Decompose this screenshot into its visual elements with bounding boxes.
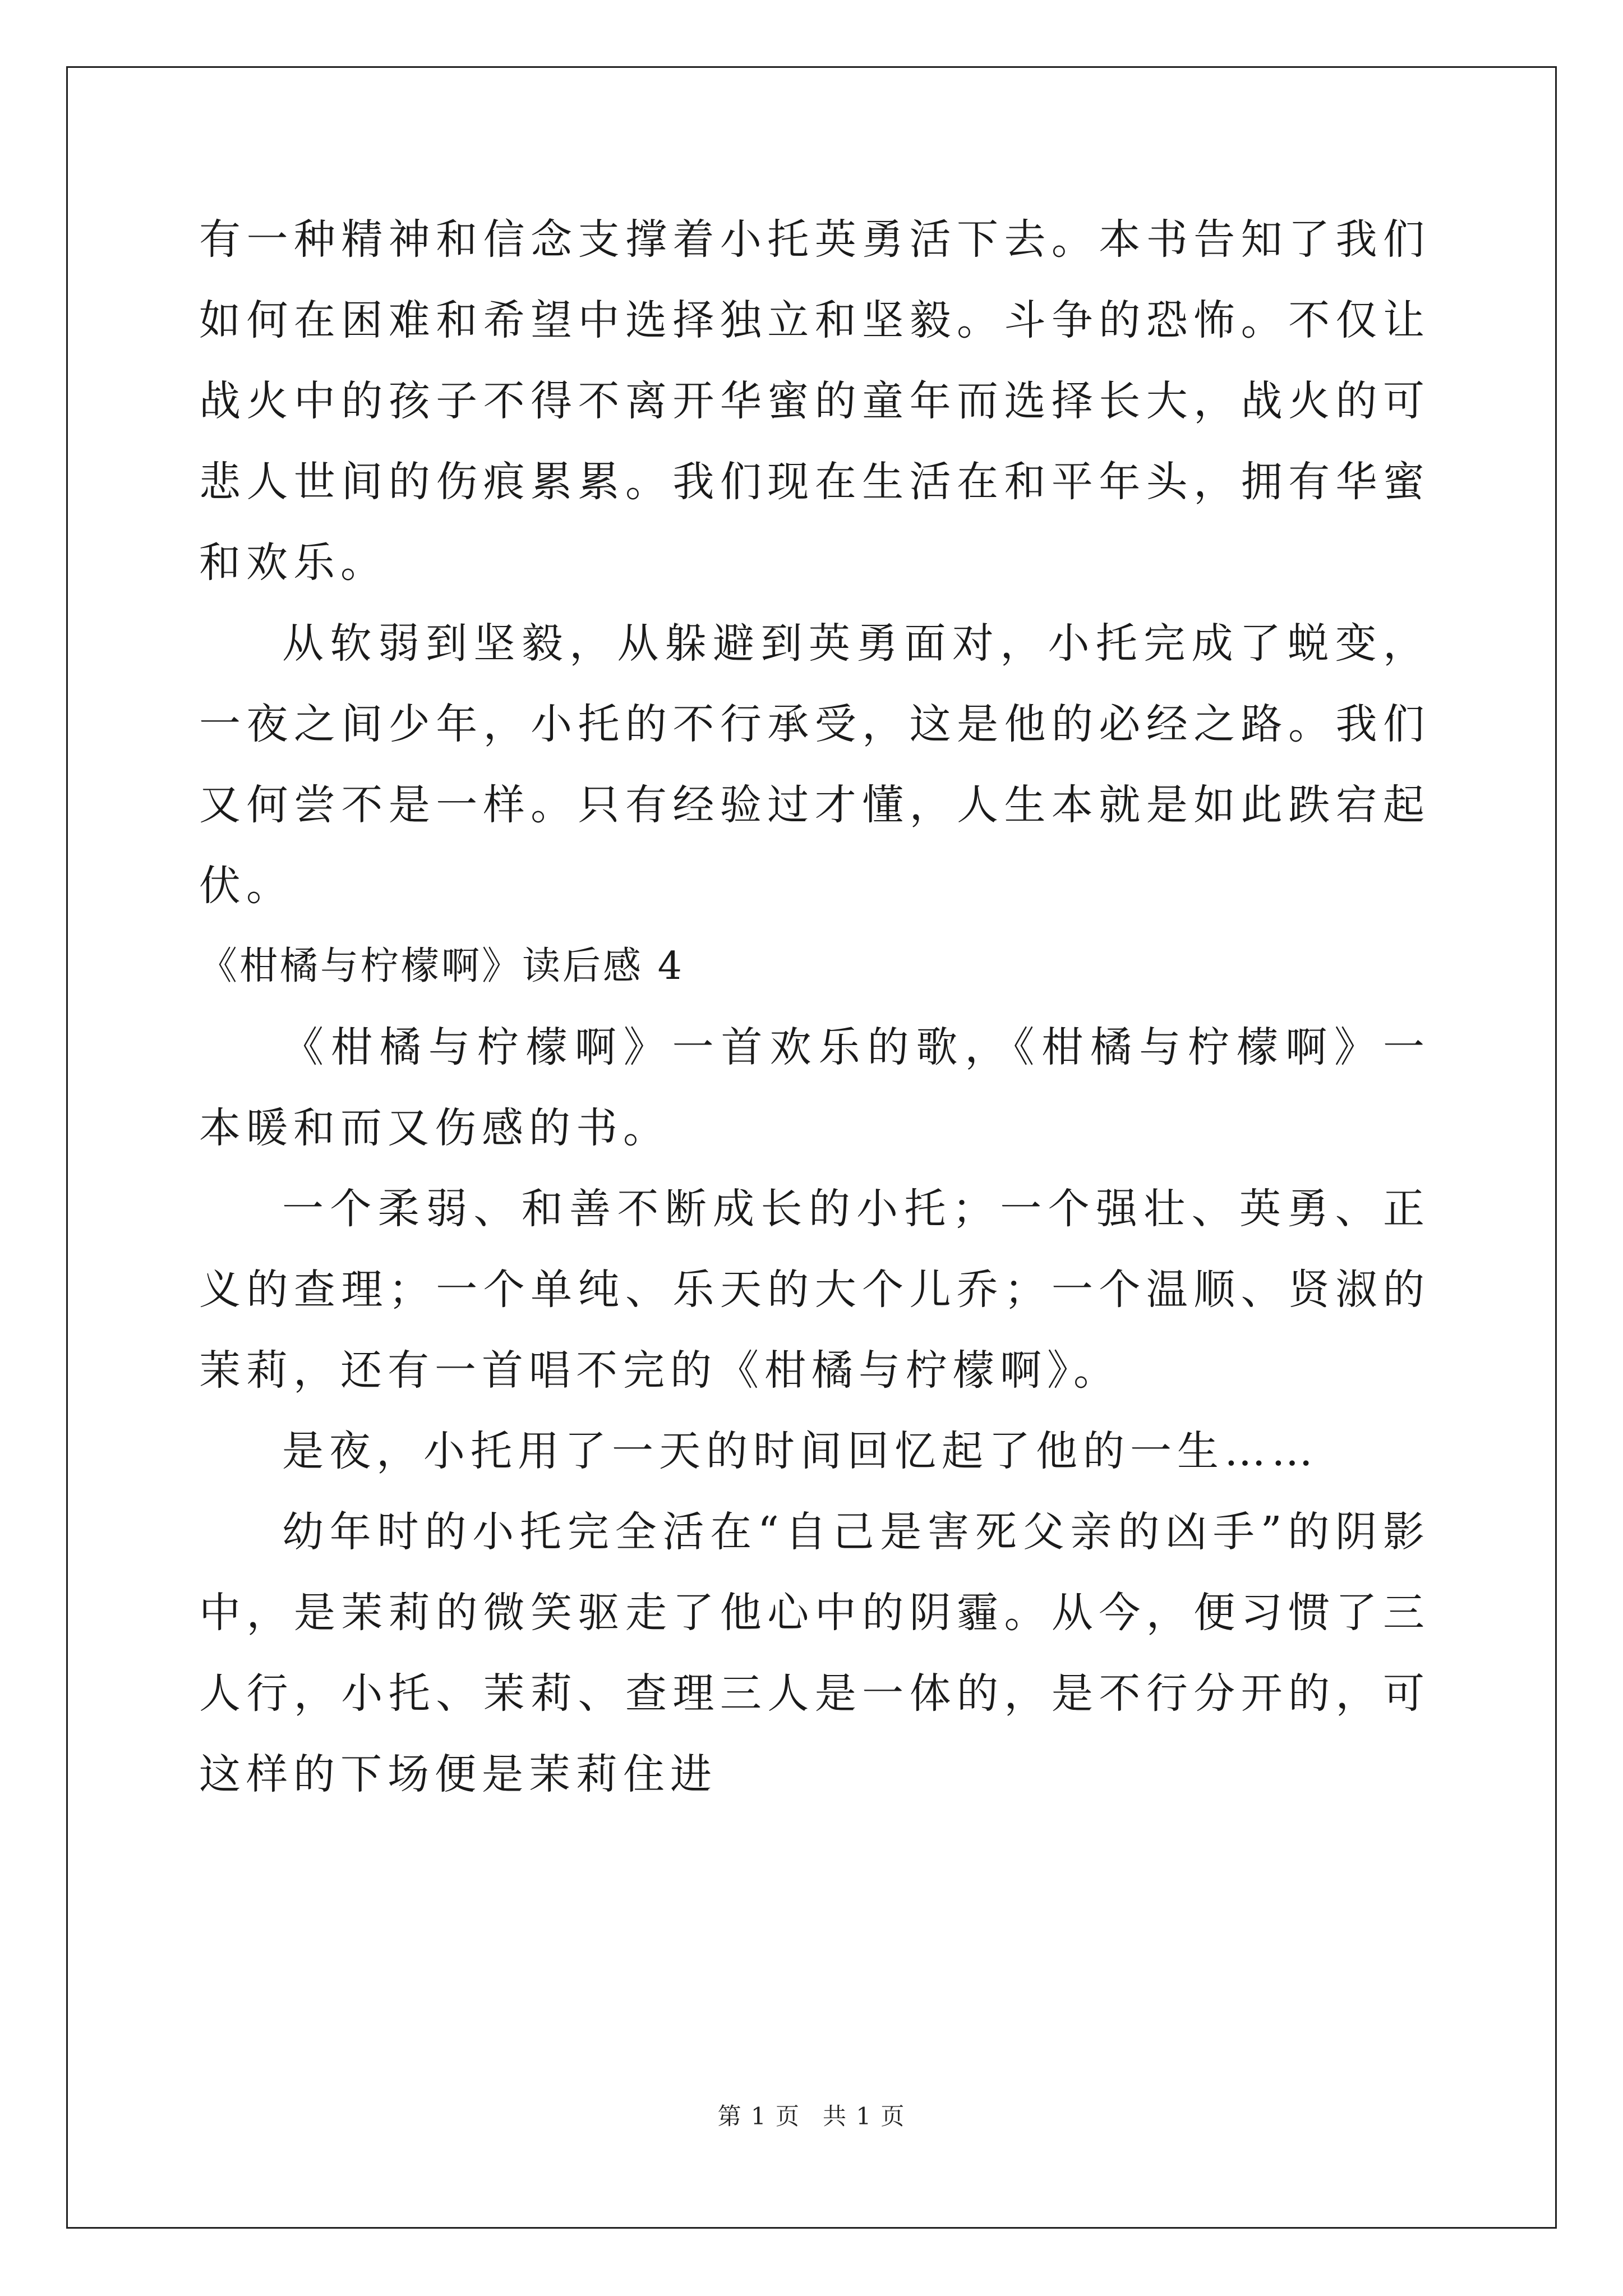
paragraph-3: 《柑橘与柠檬啊》一首欢乐的歌，《柑橘与柠檬啊》一本暖和而又伤感的书。 [199, 1023, 1430, 1152]
paragraph-1: 有一种精神和信念支撑着小托英勇活下去。本书告知了我们如何在困难和希望中选择独立和坚毅。斗争的恐怖。不仅让战火中的孩子不得不离开华蜜的童年而选择长大，战火的可悲人世间的伤痕累累。我们现在生活在和平年头，拥有华蜜和欢乐。 [199, 215, 1430, 587]
paragraph-6: 幼年时的小托完全活在“自己是害死父亲的凶手”的阴影中，是茉莉的微笑驱走了他心中的阴霾。从今，便习惯了三人行，小托、茉莉、查理三人是一体的，是不行分开的，可这样的下场便是茉莉住进 [199, 1508, 1430, 1798]
document-body [199, 199, 1430, 1815]
page-total: 共 1 页 [823, 2102, 906, 2130]
page-number: 第 1 页 [717, 2102, 800, 2130]
page-footer [0, 2098, 1623, 2132]
paragraph-2: 从软弱到坚毅，从躲避到英勇面对，小托完成了蜕变，一夜之间少年，小托的不行承受，这是他的必经之路。我们又何尝不是一样。只有经验过才懂，人生本就是如此跌宕起伏。 [199, 619, 1430, 910]
paragraph-5: 是夜，小托用了一天的时间回忆起了他的一生…… [282, 1427, 1318, 1475]
section-heading: 《柑橘与柠檬啊》读后感 4 [199, 944, 684, 988]
paragraph-4: 一个柔弱、和善不断成长的小托；一个强壮、英勇、正义的查理；一个单纯、乐天的大个儿乔；一个温顺、贤淑的茉莉，还有一首唱不完的《柑橘与柠檬啊》。 [199, 1185, 1430, 1395]
